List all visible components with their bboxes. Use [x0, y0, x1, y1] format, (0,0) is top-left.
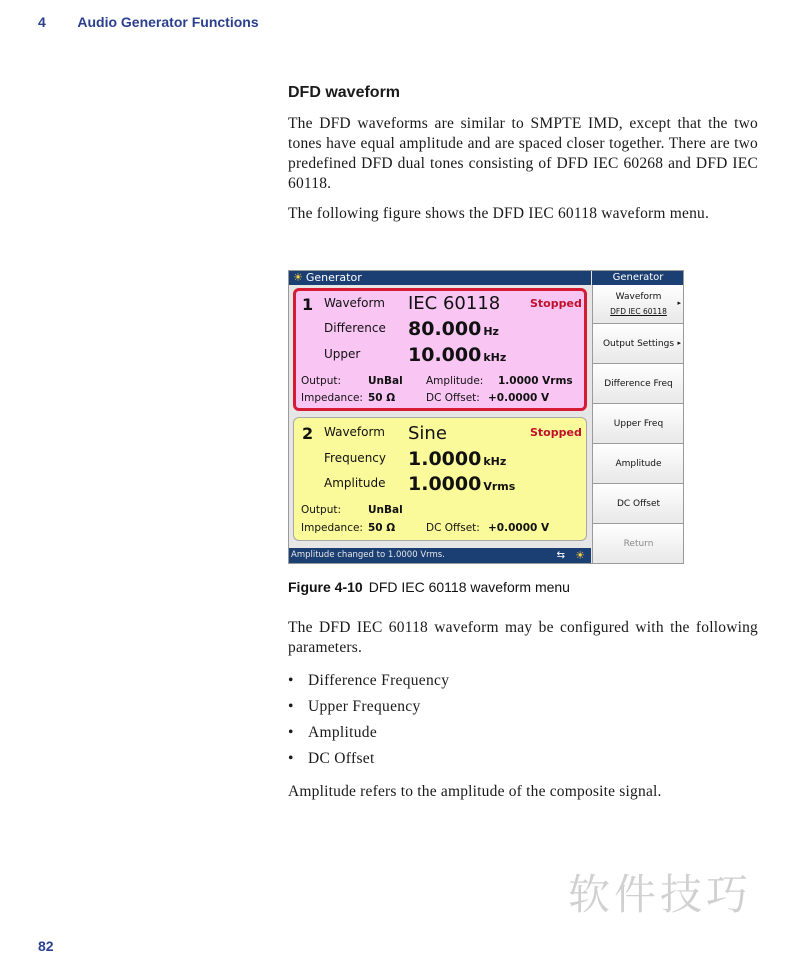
parameters-section [288, 618, 758, 812]
waveform-value: Sine [408, 423, 447, 444]
dc-offset-softkey[interactable] [592, 484, 684, 524]
impedance-value: 50 Ω [368, 392, 396, 404]
waveform-value: IEC 60118 [408, 293, 501, 314]
paragraph-figure-ref: The following figure shows the DFD IEC 60118 waveform menu. [288, 205, 710, 222]
amplitude-readout [408, 473, 515, 495]
softkey-sublabel: DFD IEC 60118 [610, 307, 667, 316]
amplitude-value: 1.0000 [408, 473, 482, 495]
upper-unit: kHz [483, 351, 507, 364]
softkey-label: Output Settings [602, 338, 675, 349]
dc-offset-value: +0.0000 V [488, 522, 550, 534]
parameter-name: DC Offset [308, 750, 375, 767]
paragraph-parameters-intro: The DFD IEC 60118 waveform may be configured with the following parameters. [288, 619, 758, 656]
channel-1-panel[interactable] [293, 288, 587, 411]
status-bar [289, 548, 591, 563]
page-number: 82 [38, 938, 54, 954]
output-label: Output: [301, 504, 342, 516]
output-value: UnBal [368, 504, 403, 516]
channel-number: 2 [302, 424, 314, 443]
amplitude-value: 1.0000 Vrms [498, 375, 573, 387]
figure-label: Figure 4-10 [288, 579, 363, 595]
status-badge: Stopped [530, 426, 582, 439]
softkey-label: DC Offset [616, 498, 661, 509]
amplitude-softkey[interactable] [592, 444, 684, 484]
difference-value: 80.000 [408, 318, 482, 340]
status-badge: Stopped [530, 297, 582, 310]
frequency-readout [408, 448, 506, 470]
list-item [288, 694, 758, 720]
output-settings-softkey[interactable] [592, 324, 684, 364]
paragraph-intro: The DFD waveforms are similar to SMPTE IMD, except that the two tones have equal amplitude and are spaced closer together. There are two predefined DFD dual tones consisting of DFD IEC 60268 and DFD IEC 60118. [288, 115, 758, 192]
parameter-name: Upper Frequency [308, 698, 421, 715]
list-item [288, 668, 758, 694]
bullet-icon: • [288, 750, 294, 767]
usb-icon: ⇆ [556, 550, 565, 561]
frequency-unit: kHz [483, 455, 507, 468]
return-softkey[interactable] [592, 524, 684, 564]
section-body [288, 84, 758, 234]
difference-readout [408, 318, 499, 340]
softkey-menu [592, 271, 684, 563]
figure-caption-text: DFD IEC 60118 waveform menu [368, 579, 570, 595]
softkey-menu-title: Generator [592, 271, 684, 285]
amplitude-unit: Vrms [483, 480, 516, 493]
generator-titlebar [289, 271, 591, 285]
softkey-label: Return [623, 538, 654, 549]
parameter-list [288, 668, 758, 772]
impedance-label: Impedance: [301, 392, 363, 404]
dc-offset-value: +0.0000 V [488, 392, 550, 404]
bullet-icon: • [288, 698, 294, 715]
section-title: DFD waveform [288, 84, 401, 101]
amplitude-label: Amplitude: [426, 375, 484, 387]
window-title: Generator [305, 271, 362, 284]
parameter-name: Difference Frequency [308, 672, 450, 689]
softkey-label: Amplitude [615, 458, 662, 469]
output-value: UnBal [368, 375, 403, 387]
chapter-title: Audio Generator Functions [77, 14, 259, 30]
impedance-label: Impedance: [301, 522, 363, 534]
impedance-value: 50 Ω [368, 522, 396, 534]
difference-unit: Hz [483, 325, 499, 338]
amplitude-label: Amplitude [324, 476, 386, 490]
softkey-label: Upper Freq [613, 418, 664, 429]
generator-screenshot [288, 270, 684, 564]
waveform-label: Waveform [324, 296, 385, 310]
channel-number: 1 [302, 295, 314, 314]
upper-readout [408, 344, 506, 366]
difference-label: Difference [324, 321, 386, 335]
upper-freq-softkey[interactable] [592, 404, 684, 444]
status-message: Amplitude changed to 1.0000 Vrms. [291, 550, 445, 560]
submenu-arrow-icon: ▸ [677, 299, 681, 307]
bullet-icon: • [288, 672, 294, 689]
channel-2-panel[interactable] [293, 417, 587, 541]
list-item [288, 720, 758, 746]
list-item [288, 746, 758, 772]
upper-value: 10.000 [408, 344, 482, 366]
difference-freq-softkey[interactable] [592, 364, 684, 404]
submenu-arrow-icon: ▸ [677, 338, 681, 347]
parameter-name: Amplitude [308, 724, 377, 741]
upper-label: Upper [324, 347, 361, 361]
waveform-softkey[interactable] [592, 285, 684, 324]
waveform-label: Waveform [324, 425, 385, 439]
running-header [38, 14, 259, 30]
watermark-text: 软件技巧 [568, 870, 753, 919]
sun-icon: ☀ [575, 549, 585, 562]
frequency-value: 1.0000 [408, 448, 482, 470]
output-label: Output: [301, 375, 342, 387]
dc-offset-label: DC Offset: [426, 522, 480, 534]
softkey-label: Waveform [615, 292, 662, 302]
sun-icon: ☀ [293, 271, 303, 284]
paragraph-closing: Amplitude refers to the amplitude of the composite signal. [288, 783, 662, 800]
figure-caption [288, 579, 570, 595]
chapter-number: 4 [38, 14, 46, 30]
softkey-label: Difference Freq [604, 378, 673, 389]
dc-offset-label: DC Offset: [426, 392, 480, 404]
bullet-icon: • [288, 724, 294, 741]
frequency-label: Frequency [324, 451, 386, 465]
